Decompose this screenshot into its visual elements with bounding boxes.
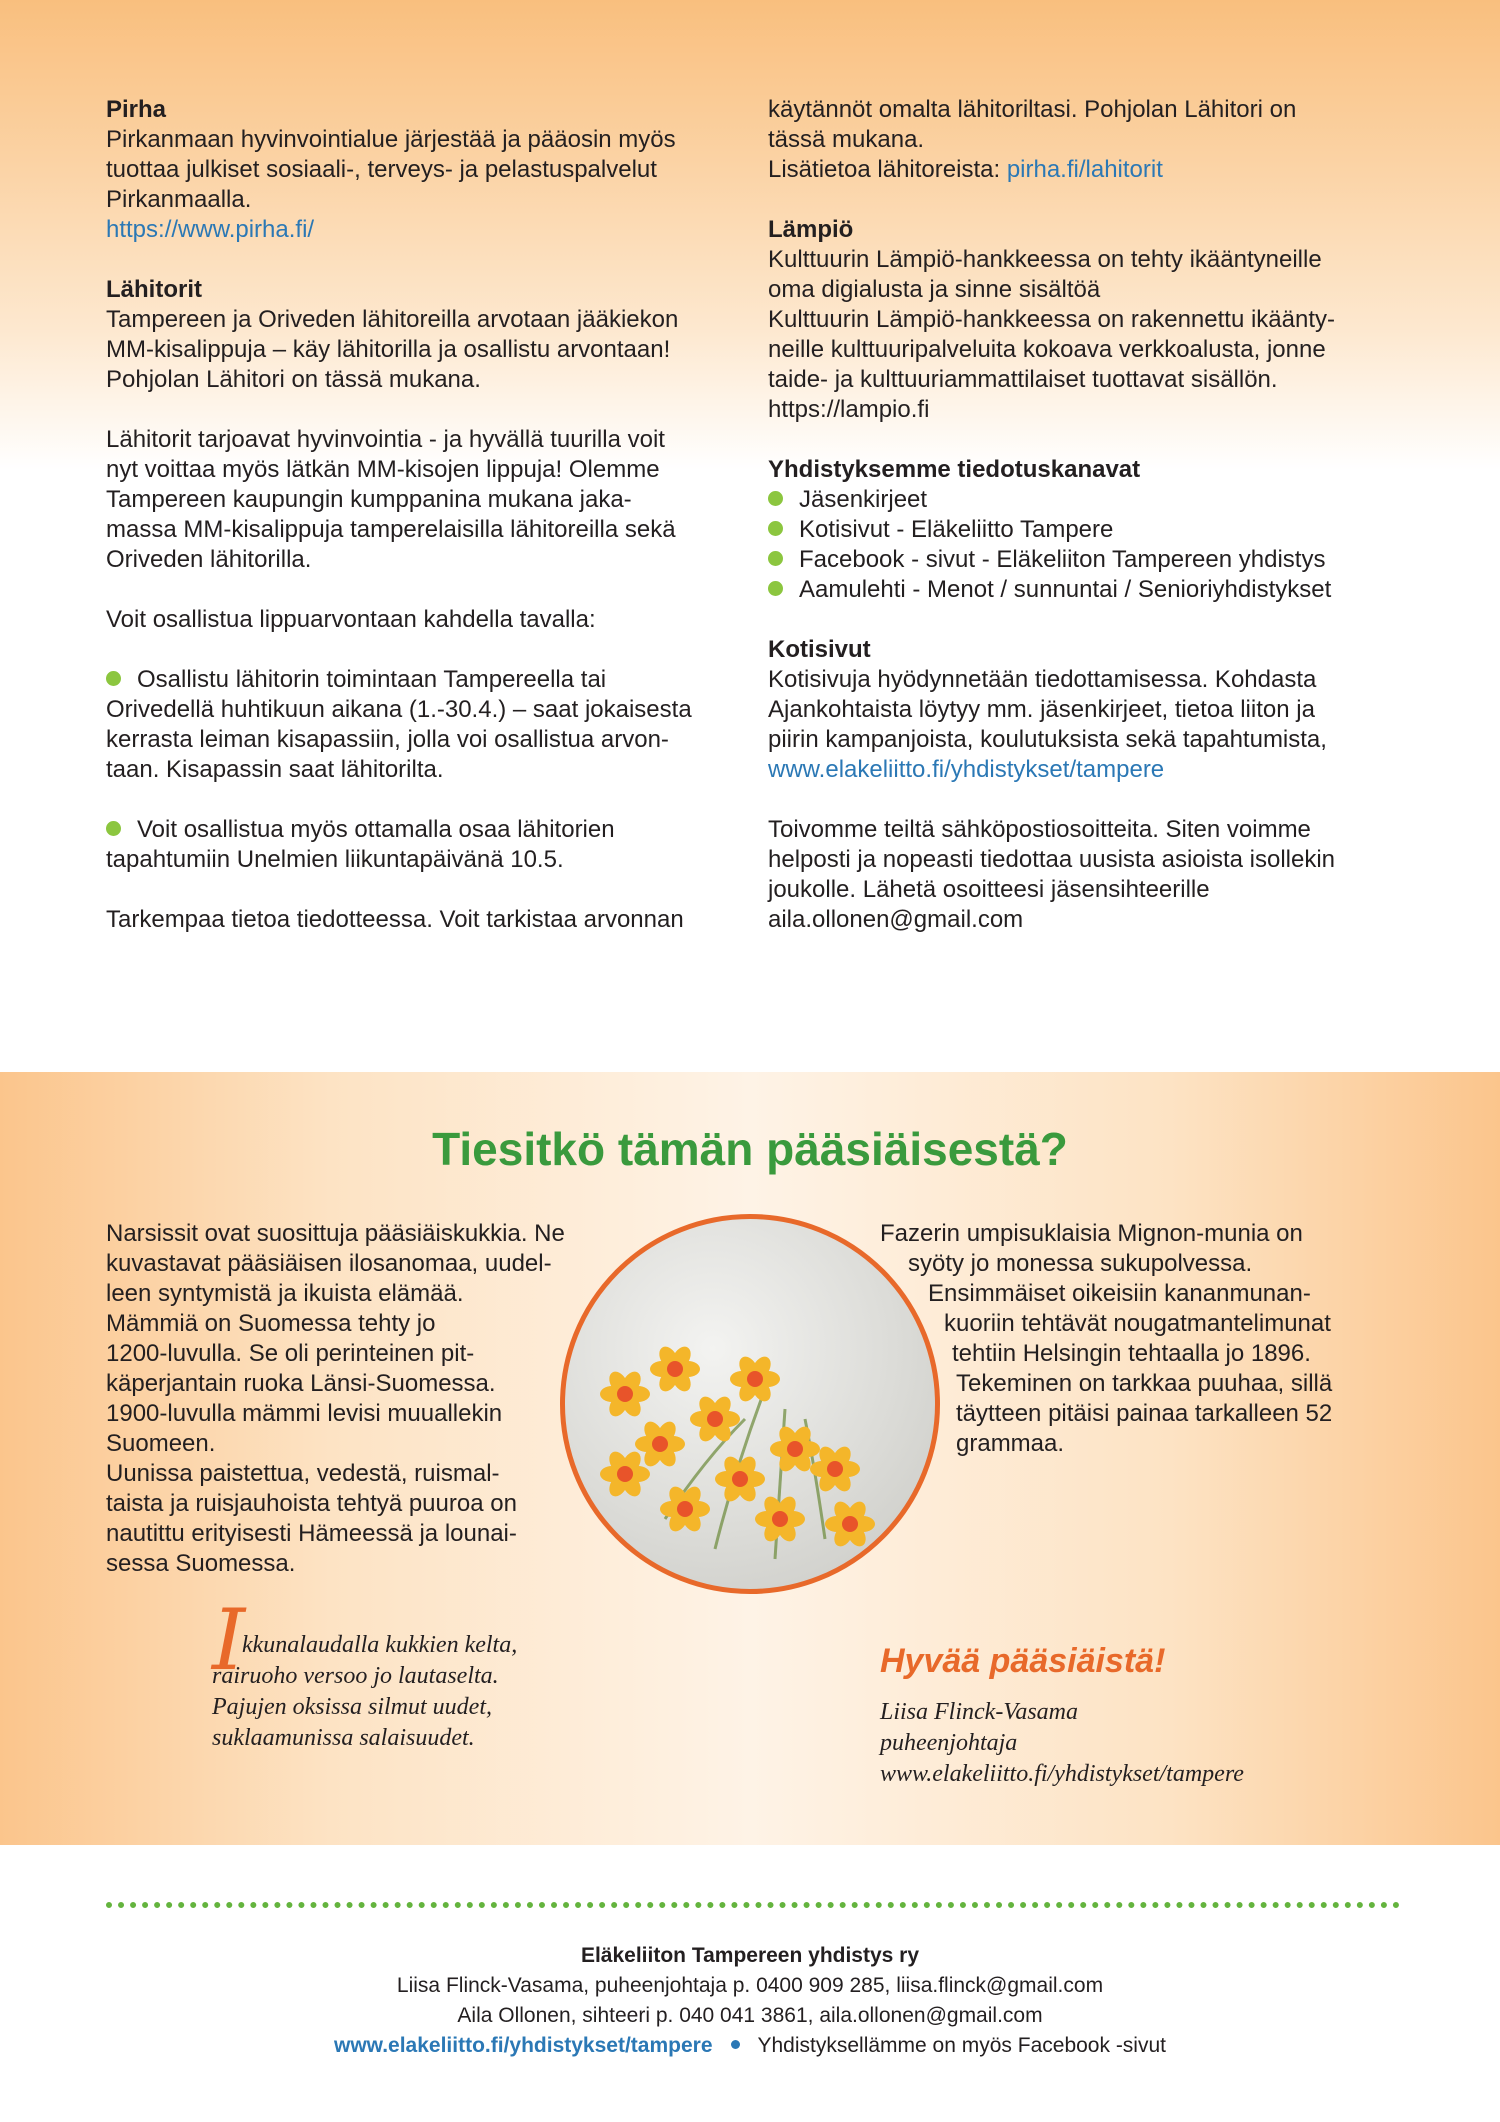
easter-poem — [212, 1630, 672, 1754]
green-bullet-icon — [768, 551, 783, 566]
lampio-heading: Lämpiö — [768, 216, 854, 243]
lahitorit-link[interactable]: pirha.fi/lahitorit — [1006, 156, 1163, 183]
text-line: Narsissit ovat suosittuja pääsiäiskukkia. Ne — [106, 1220, 565, 1247]
flowers-group — [600, 1343, 875, 1549]
text-line: Uunissa paistettua, vedestä, ruismal- — [106, 1460, 500, 1487]
text-line: Orivedellä huhtikuun aikana (1.-30.4.) – saat jokaisesta — [106, 696, 692, 723]
text-line: 1200-luvulla. Se oli perinteinen pit- — [106, 1340, 475, 1367]
daffodil-flower — [825, 1498, 875, 1549]
text-line: Osallistu lähitorin toimintaan Tampereella tai — [137, 666, 607, 693]
kotisivut-text — [768, 665, 1408, 785]
list-item — [768, 545, 1408, 575]
text-line: neille kulttuuripalveluita kokoava verkkoalusta, jonne — [768, 336, 1326, 363]
footer-facebook-note: Yhdistyksellämme on myös Facebook -sivut — [757, 2034, 1166, 2057]
channel-label: Facebook - sivut - Eläkeliiton Tampereen yhdistys — [799, 546, 1326, 573]
poem-line: suklaamunissa salaisuudet. — [212, 1725, 475, 1751]
text-line: Pirkanmaalla. — [106, 186, 252, 213]
kotisivut-link[interactable]: www.elakeliitto.fi/yhdistykset/tampere — [768, 756, 1165, 783]
text-line: joukolle. Lähetä osoitteesi jäsensihteerille — [768, 876, 1210, 903]
text-line: tässä mukana. — [768, 126, 925, 153]
green-bullet-icon — [768, 581, 783, 596]
green-bullet-icon — [768, 491, 783, 506]
pirha-text — [106, 125, 746, 245]
option-1 — [106, 665, 746, 785]
text-line: Oriveden lähitorilla. — [106, 546, 312, 573]
text-line: nautittu erityisesti Hämeessä ja lounai- — [106, 1520, 517, 1547]
channel-label: Kotisivut - Eläkeliitto Tampere — [799, 516, 1114, 543]
lahitorit-heading: Lähitorit — [106, 276, 202, 303]
text-line: Tampereen kaupungin kumppanina mukana jaka- — [106, 486, 632, 513]
easter-greeting: Hyvää pääsiäistä! — [880, 1642, 1166, 1680]
text-line: Pirkanmaan hyvinvointialue järjestää ja pääosin myös — [106, 126, 676, 153]
channels-heading: Yhdistyksemme tiedotuskanavat — [768, 456, 1141, 483]
text-line: Fazerin umpisuklaisia Mignon-munia on — [880, 1220, 1303, 1247]
text-line: piirin kampanjoista, koulutuksista sekä tapahtumista, — [768, 726, 1327, 753]
text-line: Ensimmäiset oikeisiin kananmunan- — [928, 1280, 1311, 1307]
dotted-divider — [106, 1902, 1400, 1908]
text-line: grammaa. — [956, 1430, 1065, 1457]
kotisivut-heading: Kotisivut — [768, 636, 871, 663]
green-bullet-icon — [106, 821, 121, 836]
text-line: MM-kisalippuja – käy lähitorilla ja osallistu arvontaan! — [106, 336, 671, 363]
text-line: sessa Suomessa. — [106, 1550, 296, 1577]
channel-label: Jäsenkirjeet — [799, 486, 928, 513]
email-address: aila.ollonen@gmail.com — [768, 906, 1024, 933]
option-2 — [106, 815, 746, 875]
text-line: kuvastavat pääsiäisen ilosanomaa, uudel- — [106, 1250, 552, 1277]
list-item — [768, 575, 1408, 605]
lahitorit-paragraph-2 — [106, 425, 746, 575]
text-line: Lähitorit tarjoavat hyvinvointia - ja hyvällä tuurilla voit — [106, 426, 665, 453]
text-line: Mämmiä on Suomessa tehty jo — [106, 1310, 436, 1337]
signature-name: Liisa Flinck-Vasama — [880, 1699, 1078, 1725]
footer-chair: Liisa Flinck-Vasama, puheenjohtaja p. 0400 909 285, liisa.flinck@gmail.com — [396, 1974, 1104, 1997]
text-line: kuoriin tehtävät nougatmantelimunat — [944, 1310, 1331, 1337]
footer-links-row — [0, 2031, 1500, 2061]
signature — [880, 1697, 1244, 1790]
daffodil-flower — [600, 1448, 650, 1499]
text-line: oma digialusta ja sinne sisältöä — [768, 276, 1101, 303]
pirha-link[interactable]: https://www.pirha.fi/ — [106, 216, 315, 243]
text-line: Toivomme teiltä sähköpostiosoitteita. Siten voimme — [768, 816, 1311, 843]
more-info-label: Lisätietoa lähitoreista: — [768, 156, 1007, 183]
text-line: taan. Kisapassin saat lähitorilta. — [106, 756, 444, 783]
footer-website-link[interactable]: www.elakeliitto.fi/yhdistykset/tampere — [333, 2034, 713, 2057]
lampio-text — [768, 245, 1408, 425]
text-line: Pohjolan Lähitori on tässä mukana. — [106, 366, 481, 393]
daffodil-flower — [635, 1418, 685, 1469]
daffodil-flower — [650, 1343, 700, 1394]
text-line: https://lampio.fi — [768, 396, 930, 423]
email-request — [768, 815, 1408, 935]
easter-left-text — [106, 1219, 626, 1579]
blue-bullet-icon — [731, 2040, 740, 2049]
pirha-heading: Pirha — [106, 96, 167, 123]
list-item — [768, 515, 1408, 545]
poem-line: Pajujen oksissa silmut uudet, — [212, 1694, 492, 1720]
text-line: käperjantain ruoka Länsi-Suomessa. — [106, 1370, 496, 1397]
easter-title: Tiesitkö tämän pääsiäisestä? — [432, 1123, 1068, 1175]
poem-line: kkunalaudalla kukkien kelta, — [242, 1632, 518, 1658]
text-line: käytännöt omalta lähitoriltasi. Pohjolan Lähitori on — [768, 96, 1297, 123]
channel-label: Aamulehti - Menot / sunnuntai / Senioriyhdistykset — [799, 576, 1332, 603]
text-line: Tampereen ja Oriveden lähitoreilla arvotaan jääkiekon — [106, 306, 679, 333]
poem-line: rairuoho versoo jo lautaselta. — [212, 1663, 499, 1689]
footer — [0, 1941, 1500, 2061]
green-bullet-icon — [106, 671, 121, 686]
poem-dropcap: I — [212, 1591, 246, 1689]
right-column — [768, 95, 1408, 965]
text-line: syöty jo monessa sukupolvessa. — [908, 1250, 1253, 1277]
text-line: 1900-luvulla mämmi levisi muuallekin — [106, 1400, 503, 1427]
text-line: täytteen pitäisi painaa tarkalleen 52 — [956, 1400, 1333, 1427]
daffodil-flower — [730, 1353, 780, 1404]
daffodil-flower — [600, 1368, 650, 1419]
text-line: massa MM-kisalippuja tamperelaisilla lähitoreilla sekä — [106, 516, 676, 543]
text-line: nyt voittaa myös lätkän MM-kisojen lippuja! Olemme — [106, 456, 660, 483]
channels-list — [768, 485, 1408, 605]
text-line: taista ja ruisjauhoista tehtyä puuroa on — [106, 1490, 517, 1517]
signature-website: www.elakeliitto.fi/yhdistykset/tampere — [880, 1761, 1244, 1787]
text-line: Kotisivuja hyödynnetään tiedottamisessa. Kohdasta — [768, 666, 1317, 693]
text-line: leen syntymistä ja ikuista elämää. — [106, 1280, 464, 1307]
text-line: tapahtumiin Unelmien liikuntapäivänä 10.5. — [106, 846, 564, 873]
signature-title: puheenjohtaja — [880, 1730, 1018, 1756]
list-item — [768, 485, 1408, 515]
text-line: kerrasta leiman kisapassiin, jolla voi osallistua arvon- — [106, 726, 669, 753]
footer-secretary: Aila Ollonen, sihteeri p. 040 041 3861, aila.ollonen@gmail.com — [457, 2004, 1043, 2027]
footer-org: Eläkeliiton Tampereen yhdistys ry — [580, 1944, 920, 1967]
lahitorit-paragraph-1 — [106, 305, 746, 395]
text-line: Voit osallistua myös ottamalla osaa lähitorien — [137, 816, 615, 843]
lahitorit-paragraph-4: Tarkempaa tietoa tiedotteessa. Voit tarkistaa arvonnan — [106, 906, 684, 933]
text-line: Kulttuurin Lämpiö-hankkeessa on tehty ikääntyneille — [768, 246, 1322, 273]
lahitorit-continued — [768, 95, 1408, 185]
easter-right-text — [868, 1219, 1428, 1459]
text-line: Kulttuurin Lämpiö-hankkeessa on rakennettu ikäänty- — [768, 306, 1335, 333]
text-line: Tekeminen on tarkkaa puuhaa, sillä — [956, 1370, 1333, 1397]
lahitorit-paragraph-3: Voit osallistua lippuarvontaan kahdella tavalla: — [106, 606, 596, 633]
text-line: helposti ja nopeasti tiedottaa uusista asioista isollekin — [768, 846, 1336, 873]
text-line: taide- ja kulttuuriammattilaiset tuottavat sisällön. — [768, 366, 1278, 393]
text-line: Suomeen. — [106, 1430, 216, 1457]
text-line: tuottaa julkiset sosiaali-, terveys- ja pelastuspalvelut — [106, 156, 657, 183]
green-bullet-icon — [768, 521, 783, 536]
text-line: Ajankohtaista löytyy mm. jäsenkirjeet, tietoa liiton ja — [768, 696, 1315, 723]
daffodil-flower — [690, 1393, 740, 1444]
left-column — [106, 95, 746, 965]
text-line: tehtiin Helsingin tehtaalla jo 1896. — [952, 1340, 1311, 1367]
